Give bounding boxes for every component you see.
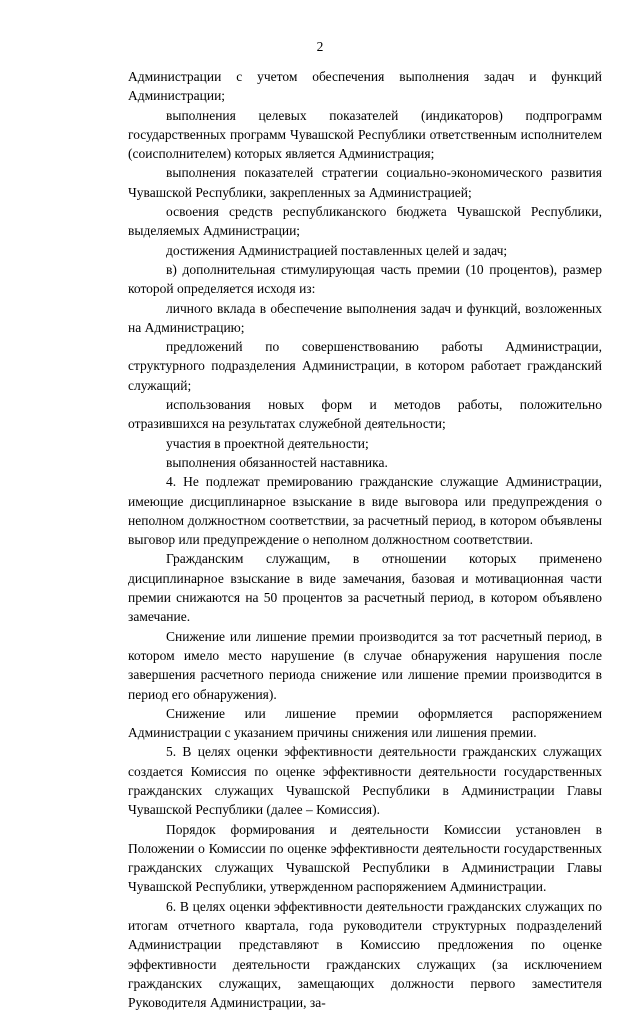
paragraph: освоения средств республиканского бюджета Чувашской Республики, выделяемых Администрации; <box>128 204 602 239</box>
paragraph: 4. Не подлежат премированию гражданские служащие Администрации, имеющие дисциплинарное взыскание в виде выговора или предупреждения о неполном должностном соответствии, за расчетный период, в котором объявлены выговор или предупреждение о неполном должностном соответствии. <box>128 474 602 548</box>
paragraph: Порядок формирования и деятельности Комиссии установлен в Положении о Комиссии по оценке эффективности деятельности государственных гражданских служащих Чувашской Республики в Администрации Главы Чувашской Республики, утвержденном распоряжением Администрации. <box>128 821 602 895</box>
paragraph: Снижение или лишение премии оформляется распоряжением Администрации с указанием причины снижения или лишения премии. <box>128 705 602 741</box>
paragraph: Снижение или лишение премии производится за тот расчетный период, в котором имело место нарушение (в случае обнаружения нарушения после завершения расчетного периода снижение или лишение премии производится в период его обнаружения). <box>128 628 602 702</box>
paragraph: предложений по совершенствованию работы Администрации, структурного подразделения Администрации, в котором работает гражданский служащий; <box>128 339 602 393</box>
paragraph: выполнения обязанностей наставника. <box>166 454 388 470</box>
paragraph: Администрации с учетом обеспечения выполнения задач и функций Администрации; <box>128 69 602 104</box>
paragraph: в) дополнительная стимулирующая часть премии (10 процентов), размер которой определяется исходя из: <box>128 261 602 297</box>
paragraph: 5. В целях оценки эффективности деятельности гражданских служащих создается Комиссия по оценке эффективности деятельности государственных гражданских служащих Чувашской Республики в Администрации Главы Чувашской Республики (далее – Комиссия). <box>128 744 602 818</box>
paragraph: выполнения показателей стратегии социально-экономического развития Чувашской Республики, закрепленных за Администрацией; <box>128 165 602 200</box>
paragraph: участия в проектной деятельности; <box>166 435 369 451</box>
paragraph: Гражданским служащим, в отношении которых применено дисциплинарное взыскание в виде замечания, базовая и мотивационная части премии снижаются на 50 процентов за расчетный период, в котором объявлено замечание. <box>128 551 602 625</box>
paragraph: достижения Администрацией поставленных целей и задач; <box>166 242 508 258</box>
paragraph: личного вклада в обеспечение выполнения задач и функций, возложенных на Администрацию; <box>128 300 602 335</box>
page-number: 2 <box>316 39 324 54</box>
paragraph: использования новых форм и методов работы, положительно отразившихся на результатах служебной деятельности; <box>128 397 602 432</box>
paragraph: выполнения целевых показателей (индикаторов) подпрограмм государственных программ Чувашской Республики ответственным исполнителем (соисполнителем) которых является Администрация; <box>128 107 602 162</box>
document-body <box>128 67 602 1013</box>
paragraph: 6. В целях оценки эффективности деятельности гражданских служащих по итогам отчетного квартала, года руководители структурных подразделений Администрации представляют в Комиссию предложения по оценке эффективности деятельности гражданских служащих (за исключением гражданских служащих, замещающих должности первого заместителя Руководителя Администрации, за- <box>128 898 602 1011</box>
